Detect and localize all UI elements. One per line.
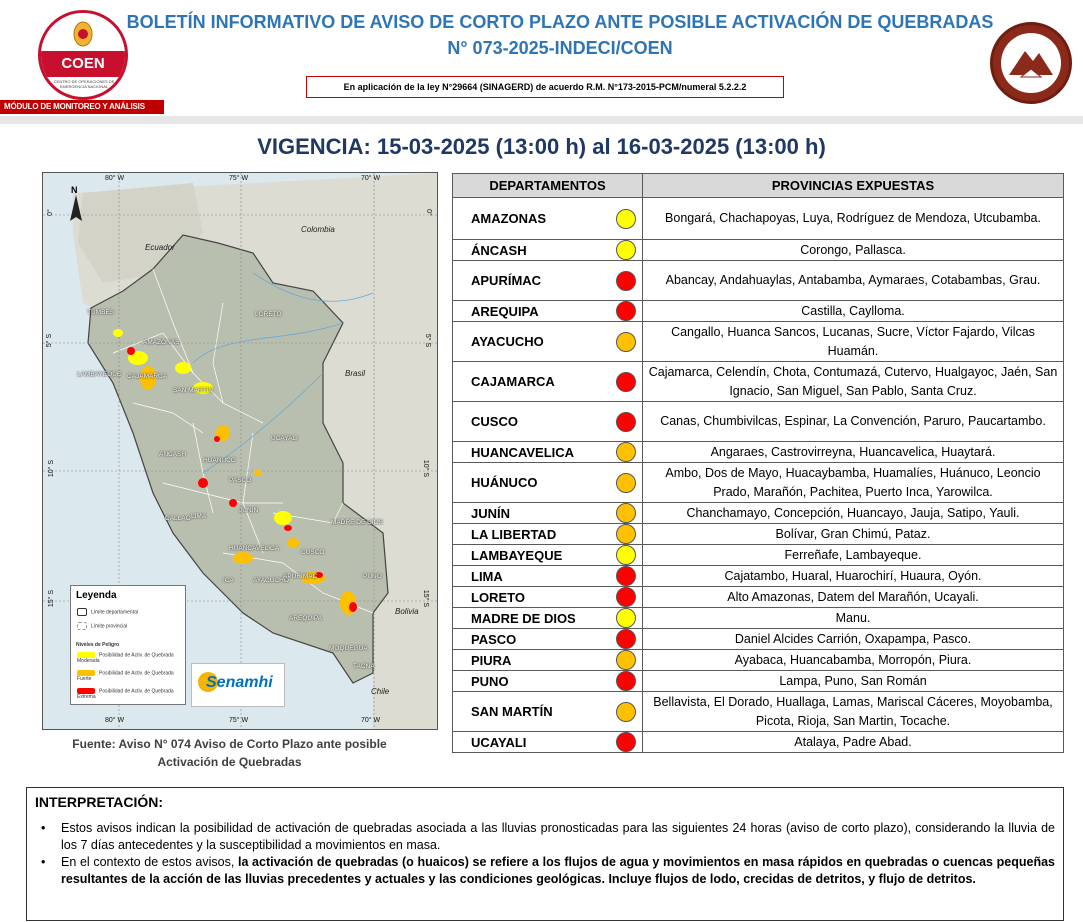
table-header-row (453, 174, 1064, 198)
departamento-cell (453, 322, 643, 362)
region-san-martin: SAN MARTIN (173, 387, 213, 394)
provincias-cell: Bongará, Chachapoyas, Luya, Rodríguez de Mendoza, Utcubamba. (643, 198, 1064, 240)
departamento-name: LAMBAYEQUE (471, 547, 563, 563)
legend-nivel-moderado: Posibilidad de Activ. de Quebrada Moderada (77, 652, 174, 665)
legend-limite-provincial: Límite provincial (91, 623, 128, 630)
region-apurimac: APURIMAC (283, 573, 318, 580)
provincias-cell: Cangallo, Huanca Sancos, Lucanas, Sucre, Víctor Fajardo, Vilcas Huamán. (643, 322, 1064, 362)
departamento-cell (453, 692, 643, 732)
alert-level-dot (616, 372, 636, 392)
country-brasil: Brasil (345, 369, 366, 378)
senamhi-text: Senamhi (206, 674, 273, 691)
legend-nivel-fuerte: Posibilidad de Activ. de Quebrada Fuerte (77, 670, 174, 683)
coord-bottom-80: 80° W (105, 717, 125, 724)
provincias-cell: Atalaya, Padre Abad. (643, 732, 1064, 753)
legend-limite-departamental: Límite departamental (91, 609, 138, 616)
alert-level-dot (616, 524, 636, 544)
alert-level-dot (616, 587, 636, 607)
country-bolivia: Bolivia (395, 607, 419, 616)
table-row (453, 301, 1064, 322)
coord-bottom-75: 75° W (229, 717, 249, 724)
table-row (453, 587, 1064, 608)
departamento-name: CUSCO (471, 414, 518, 429)
table-row (453, 692, 1064, 732)
departamento-name: MADRE DE DIOS (471, 610, 576, 626)
table-body (453, 198, 1064, 753)
alert-level-dot (616, 671, 636, 691)
alert-level-dot (616, 271, 636, 291)
provincias-cell: Chanchamayo, Concepción, Huancayo, Jauja, Satipo, Yauli. (643, 503, 1064, 524)
map-legend (70, 585, 186, 705)
coord-left-0: 0° (46, 209, 54, 216)
provincias-cell: Abancay, Andahuaylas, Antabamba, Aymaraes, Cotabambas, Grau. (643, 261, 1064, 301)
region-callao: CALLAO (165, 515, 191, 522)
alert-level-dot (616, 240, 636, 260)
provincias-cell: Angaraes, Castrovirreyna, Huancavelica, Huaytará. (643, 442, 1064, 463)
alert-level-dot (616, 503, 636, 523)
region-puno: PUNO (363, 573, 382, 580)
region-lima: LIMA (191, 513, 207, 520)
modulo-label: MÓDULO DE MONITOREO Y ANÁLISIS (0, 100, 164, 114)
table-row (453, 524, 1064, 545)
interpretacion-title: INTERPRETACIÓN (35, 794, 159, 810)
country-colombia: Colombia (301, 225, 335, 234)
departamento-name: HUANCAVELICA (471, 444, 575, 460)
vigencia-title: VIGENCIA: 15-03-2025 (13:00 h) al 16-03-2025 (13:00 h) (257, 134, 826, 159)
departamento-cell (453, 608, 643, 629)
coord-top-70: 70° W (361, 175, 381, 182)
departamento-name: JUNÍN (471, 505, 511, 521)
departamento-name: ÁNCASH (471, 242, 527, 258)
departamento-cell (453, 545, 643, 566)
bulletin-title: BOLETÍN INFORMATIVO DE AVISO DE CORTO PLAZO ANTE POSIBLE ACTIVACIÓN DE QUEBRADAS (126, 12, 994, 32)
region-tumbes: TUMBES (87, 309, 115, 316)
provincias-cell: Ferreñafe, Lambayeque. (643, 545, 1064, 566)
coord-right-10s: 10° S (422, 459, 430, 478)
departamento-name: LIMA (471, 568, 503, 584)
coen-emblem-icon (72, 20, 94, 48)
coord-left-10s: 10° S (48, 459, 56, 478)
departamento-name: UCAYALI (471, 734, 527, 750)
table-row (453, 198, 1064, 240)
bulletin-number: N° 073-2025-INDECI/COEN (447, 38, 673, 58)
provincias-cell: Bolívar, Gran Chimú, Pataz. (643, 524, 1064, 545)
country-ecuador: Ecuador (145, 243, 175, 252)
region-lambayeque: LAMBAYEQUE (77, 371, 122, 378)
table-row (453, 442, 1064, 463)
provincias-cell: Canas, Chumbivilcas, Espinar, La Convención, Paruro, Paucartambo. (643, 402, 1064, 442)
alert-level-dot (616, 732, 636, 752)
coord-left-15s: 15° S (48, 589, 56, 608)
table-row (453, 362, 1064, 402)
departamento-cell (453, 503, 643, 524)
provincias-cell: Alto Amazonas, Datem del Marañón, Ucayali. (643, 587, 1064, 608)
alert-level-dot (616, 473, 636, 493)
departamento-cell (453, 566, 643, 587)
provincias-cell: Cajatambo, Huaral, Huarochirí, Huaura, Oyón. (643, 566, 1064, 587)
coord-right-0: 0° (424, 209, 432, 216)
departamento-name: CAJAMARCA (471, 374, 555, 389)
table-row (453, 671, 1064, 692)
header-departamentos: DEPARTAMENTOS (453, 174, 643, 198)
departamento-cell (453, 524, 643, 545)
coord-right-5s: 5° S (424, 333, 432, 348)
alert-level-dot (616, 332, 636, 352)
table-row (453, 322, 1064, 362)
table-row (453, 650, 1064, 671)
departamento-name: LA LIBERTAD (471, 526, 557, 542)
coord-left-5s: 5° S (46, 333, 54, 348)
interpretacion-box: INTERPRETACIÓN: • Estos avisos indican la posibilidad de activación de quebradas asociada a las lluvias pronosticadas para las siguientes 24 horas (aviso de corto plazo), considerando la lluvia de los 7 días antecedentes y la susceptibilidad a movimientos en masa. • En el contexto de estos avisos, la activación de quebradas (o huaicos) se refiere a los flujos de agua y movimientos en masa rápidos en quebradas o cuencas pequeñas resultantes de la acción de las lluvias precedentes y actuales y las condiciones geológicas. Incluye flujos de lodo, crecidas de detritos, y flujo de detritos. (26, 787, 1064, 921)
legend-title: Leyenda (76, 590, 117, 601)
law-note: En aplicación de la ley N°29664 (SINAGERD) de acuerdo R.M. N°173-2015-PCM/numeral 5.2.2.2 (306, 76, 784, 98)
region-ayacucho: AYACUCHO (253, 577, 289, 584)
region-moquegua: MOQUEGUA (329, 645, 368, 652)
header-rule (0, 116, 1083, 124)
table-row (453, 545, 1064, 566)
region-huancavelica: HUANCAVELICA (229, 545, 280, 552)
departamento-cell (453, 240, 643, 261)
provincias-cell: Ayabaca, Huancabamba, Morropón, Piura. (643, 650, 1064, 671)
departamento-name: PIURA (471, 652, 512, 668)
region-huanuco: HUANUCO (203, 457, 236, 464)
alert-level-dot (616, 702, 636, 722)
region-ica: ICA (223, 577, 234, 584)
bullet-2-bold: la activación de quebradas (o huaicos) se refiere a los flujos de agua y movimientos en masa rápidos en quebradas o cuencas pequeñas resultantes de la acción de las lluvias precedentes y actuales y las condiciones geológicas. Incluye flujos de lodo, crecidas de detritos, y flujo de detritos. (61, 855, 1055, 886)
departamento-name: PUNO (471, 673, 509, 689)
departamento-name: AREQUIPA (471, 303, 539, 319)
table-row (453, 629, 1064, 650)
coord-top-75: 75° W (229, 175, 249, 182)
departamento-name: AYACUCHO (471, 334, 544, 349)
header-provincias: PROVINCIAS EXPUESTAS (643, 174, 1064, 198)
alert-level-dot (616, 209, 636, 229)
region-arequipa: AREQUIPA (289, 615, 323, 622)
departamento-name: APURÍMAC (471, 273, 542, 288)
table-row (453, 566, 1064, 587)
alert-level-dot (616, 412, 636, 432)
header (0, 0, 1083, 120)
bullet-2-prefix: En el contexto de estos avisos, (61, 855, 238, 869)
region-cusco: CUSCO (301, 549, 325, 556)
region-junin: JUNIN (239, 507, 259, 514)
coord-right-15s: 15° S (422, 589, 430, 608)
alert-level-dot (616, 442, 636, 462)
region-ucayali: UCAYALI (271, 435, 298, 442)
departamento-cell (453, 362, 643, 402)
departamento-cell (453, 198, 643, 240)
legend-nivel-extremo: Posibilidad de Activ. de Quebrada Extrema (77, 688, 174, 701)
legend-niveles-title: Niveles de Peligro (76, 642, 120, 648)
provincias-cell: Ambo, Dos de Mayo, Huacaybamba, Huamalíes, Huánuco, Leoncio Prado, Marañón, Pachitea, Puerto Inca, Yarowilca. (643, 463, 1064, 503)
table-row (453, 463, 1064, 503)
peru-map (42, 172, 438, 730)
departamento-cell (453, 587, 643, 608)
provincias-cell: Bellavista, El Dorado, Huallaga, Lamas, Mariscal Cáceres, Moyobamba, Picota, Rioja, San Martin, Tocache. (643, 692, 1064, 732)
region-loreto: LORETO (255, 311, 282, 318)
departamentos-table (452, 173, 1064, 753)
table-row (453, 261, 1064, 301)
table-row (453, 402, 1064, 442)
senamhi-logo (191, 663, 285, 707)
departamento-cell (453, 301, 643, 322)
departamento-name: HUÁNUCO (471, 475, 538, 490)
country-chile: Chile (371, 687, 390, 696)
departamento-name: AMAZONAS (471, 211, 547, 226)
indeci-logo (990, 22, 1072, 104)
table-row (453, 732, 1064, 753)
coen-logo-subtext: CENTRO DE OPERACIONES DE EMERGENCIA NACIONAL (53, 79, 115, 89)
provincias-cell: Cajamarca, Celendín, Chota, Contumazá, Cutervo, Hualgayoc, Jaén, San Ignacio, San Miguel, San Pablo, Santa Cruz. (643, 362, 1064, 402)
departamento-cell (453, 442, 643, 463)
alert-level-dot (616, 566, 636, 586)
departamento-name: SAN MARTÍN (471, 704, 553, 719)
region-ancash: ANCASH (159, 451, 187, 458)
interpretacion-list (35, 820, 1055, 888)
region-tacna: TACNA (353, 663, 375, 670)
region-amazonas: AMAZONAS (143, 339, 180, 346)
table-row (453, 240, 1064, 261)
provincias-cell: Corongo, Pallasca. (643, 240, 1064, 261)
provincias-cell: Daniel Alcides Carrión, Oxapampa, Pasco. (643, 629, 1064, 650)
coord-bottom-70: 70° W (361, 717, 381, 724)
table-row (453, 503, 1064, 524)
coen-logo (38, 10, 128, 100)
region-cajamarca: CAJAMARCA (127, 373, 168, 380)
region-madre-de-dios: MADRE DE DIOS (331, 519, 384, 526)
provincias-cell: Castilla, Caylloma. (643, 301, 1064, 322)
departamento-cell (453, 261, 643, 301)
coen-logo-text: COEN (41, 51, 125, 77)
alert-level-dot (616, 650, 636, 670)
departamento-name: LORETO (471, 589, 525, 605)
alert-level-dot (616, 608, 636, 628)
interpretacion-bullet-2 (35, 854, 1055, 888)
departamento-cell (453, 463, 643, 503)
alert-level-dot (616, 629, 636, 649)
departamento-cell (453, 671, 643, 692)
alert-level-dot (616, 301, 636, 321)
coord-top-80: 80° W (105, 175, 125, 182)
table-row (453, 608, 1064, 629)
alert-level-dot (616, 545, 636, 565)
departamento-cell (453, 732, 643, 753)
region-pasco: PASCO (229, 477, 252, 484)
interpretacion-bullet-1: • Estos avisos indican la posibilidad de activación de quebradas asociada a las lluvias pronosticadas para las siguientes 24 horas (aviso de corto plazo), considerando la lluvia de los 7 días antecedentes y la susceptibilidad a movimientos en masa. (35, 820, 1055, 854)
mountain-icon (1001, 33, 1061, 93)
fuente-note: Fuente: Aviso N° 074 Aviso de Corto Plazo ante posible Activación de Quebradas (72, 737, 387, 769)
provincias-cell: Manu. (643, 608, 1064, 629)
departamento-name: PASCO (471, 631, 517, 647)
svg-text:N: N (71, 185, 78, 195)
departamento-cell (453, 650, 643, 671)
provincias-cell: Lampa, Puno, San Román (643, 671, 1064, 692)
departamento-cell (453, 629, 643, 650)
departamento-cell (453, 402, 643, 442)
